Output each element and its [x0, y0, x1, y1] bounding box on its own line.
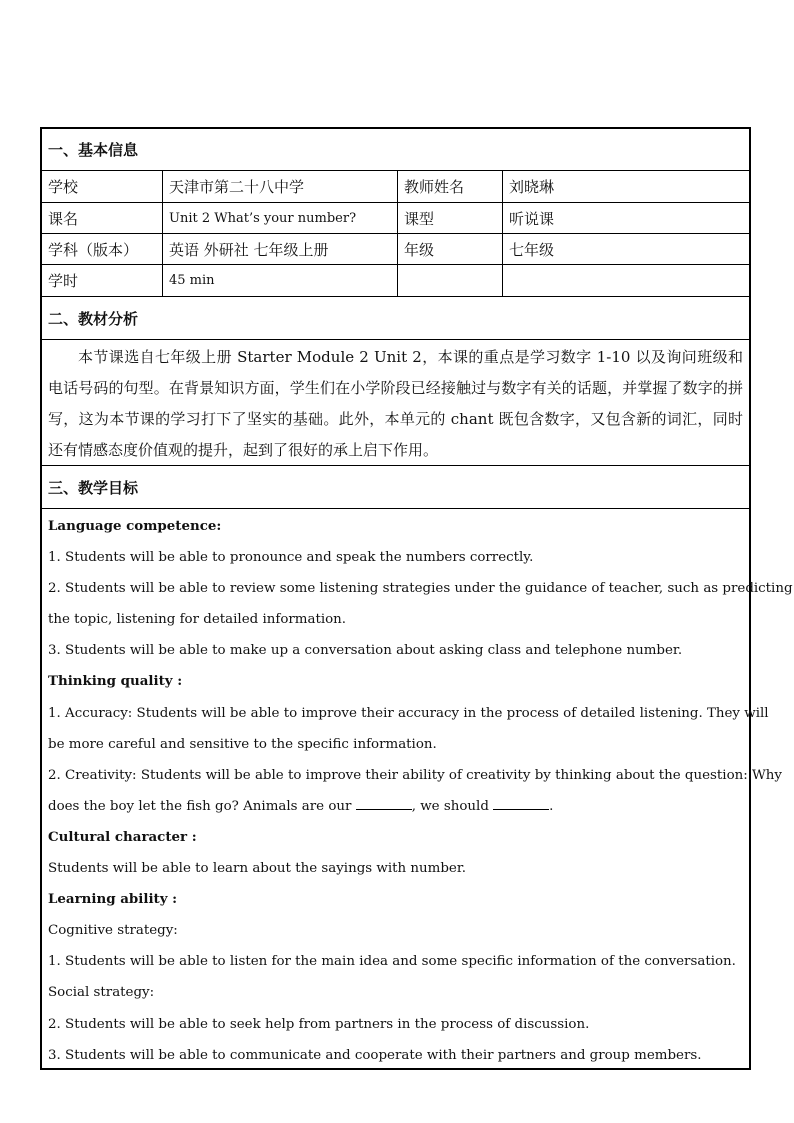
info-row-hours	[42, 265, 749, 297]
subheading-social-strategy: Social strategy:	[48, 985, 155, 1001]
fill-blank	[493, 797, 549, 810]
teacher-value: 刘晓琳	[509, 178, 555, 196]
analysis-paragraph: 本节课选自七年级上册 Starter Module 2 Unit 2，本课的重点是学习数字 1-10 以及询问班级和电话号码的句型。在背景知识方面，学生们在小学阶段已经接触过与数字有关的话题，并掌握了数字的拼写，这为本节课的学习打下了坚实的基础。此外，本单元的 chant 既包含数字，又包含新的词汇，同时还有情感态度价值观的提升，起到了很好的承上启下作用。	[48, 348, 743, 459]
heading-thinking-quality: Thinking quality :	[48, 673, 183, 690]
empty-cell	[503, 265, 749, 296]
teacher-label: 教师姓名	[398, 171, 503, 202]
objective-line: 1. Students will be able to pronounce and speak the numbers correctly.	[48, 550, 534, 566]
type-label: 课型	[398, 203, 503, 233]
objective-line: 1. Students will be able to listen for the main idea and some specific information of the conversation.	[48, 954, 736, 970]
grade-value: 七年级	[509, 240, 555, 259]
objective-line: 3. Students will be able to make up a conversation about asking class and telephone number.	[48, 643, 683, 659]
subheading-cognitive-strategy: Cognitive strategy:	[48, 923, 178, 939]
section-analysis-header	[42, 297, 749, 340]
objective-line: 3. Students will be able to communicate and cooperate with their partners and group members.	[48, 1047, 702, 1063]
info-row-school	[42, 171, 749, 203]
line-part: does the boy let the fish go? Animals are our	[48, 798, 356, 814]
objective-line: be more careful and sensitive to the specific information.	[48, 736, 437, 752]
objective-line: the topic, listening for detailed information.	[48, 612, 347, 628]
grade-label: 年级	[398, 234, 503, 264]
info-row-course	[42, 203, 749, 234]
heading-language-competence: Language competence:	[48, 518, 222, 534]
objective-line: 2. Students will be able to seek help from partners in the process of discussion.	[48, 1016, 590, 1032]
section-title: 三、教学目标	[48, 478, 139, 497]
school-value: 天津市第二十八中学	[163, 171, 398, 202]
course-label: 课名	[42, 203, 163, 233]
objective-line: 2. Creativity: Students will be able to improve their ability of creativity by thinking about the question: Why	[48, 767, 782, 783]
hours-label: 学时	[42, 265, 163, 296]
info-row-subject	[42, 234, 749, 265]
section-title: 二、教材分析	[48, 309, 139, 328]
school-label: 学校	[42, 171, 163, 202]
type-value: 听说课	[509, 209, 555, 228]
objective-line: Students will be able to learn about the sayings with number.	[48, 861, 467, 877]
fill-blank	[356, 797, 412, 810]
line-part: , we should	[411, 798, 494, 814]
section-basic-info-header	[42, 129, 749, 171]
heading-cultural-character: Cultural character :	[48, 828, 197, 845]
objective-line: 1. Accuracy: Students will be able to improve their accuracy in the process of detailed listening. They will	[48, 705, 769, 721]
hours-value: 45 min	[163, 265, 398, 296]
subject-value: 英语 外研社 七年级上册	[163, 234, 398, 264]
subject-label: 学科（版本）	[42, 234, 163, 264]
line-part: .	[549, 798, 554, 814]
objective-line-with-blanks	[48, 791, 743, 822]
empty-cell	[398, 265, 503, 296]
section-title: 一、基本信息	[48, 141, 139, 159]
objective-line: 2. Students will be able to review some listening strategies under the guidance of teacher, such as predicting	[48, 581, 793, 597]
heading-learning-ability: Learning ability :	[48, 891, 178, 908]
course-value: Unit 2 What’s your number?	[163, 203, 398, 233]
objectives-content	[42, 511, 793, 1071]
objectives-row	[42, 509, 793, 1068]
analysis-row	[42, 340, 749, 466]
lesson-plan-table	[40, 127, 793, 1070]
section-objectives-header	[42, 466, 749, 509]
